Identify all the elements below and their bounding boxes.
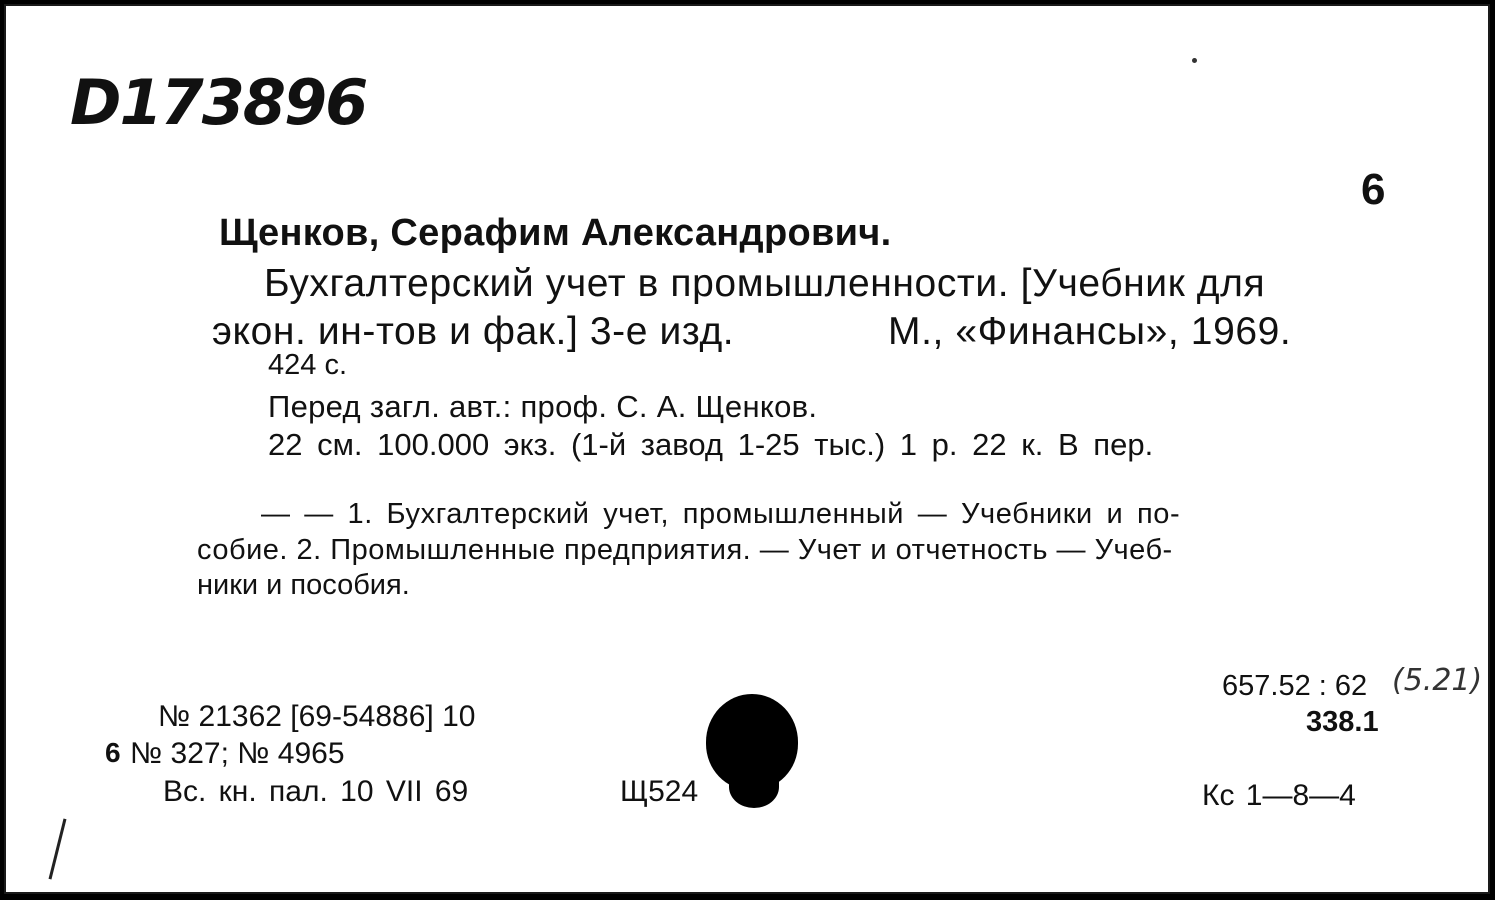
pencil-stroke xyxy=(49,819,67,880)
record-number: № 21362 [69-54886] 10 xyxy=(158,700,476,733)
book-chamber-stamp: Вс. кн. пал. 10 VII 69 xyxy=(163,775,469,808)
register-numbers: № 327; № 4965 xyxy=(130,737,345,770)
author-heading: Щенков, Серафим Александрович. xyxy=(219,212,892,254)
author-mark: Щ524 xyxy=(620,775,699,808)
title-line-1: Бухгалтерский учет в промышленности. [Учебник для xyxy=(264,262,1266,305)
title-line-2: экон. ин-тов и фак.] 3-е изд. xyxy=(212,310,735,353)
ink-dot xyxy=(1192,58,1197,63)
subject-line-3: ники и пособия. xyxy=(197,569,410,601)
catalog-card xyxy=(4,4,1490,894)
register-prefix: 6 xyxy=(105,737,121,768)
physical-description: 22 см. 100.000 экз. (1-й завод 1-25 тыс.) 1 р. 22 к. В пер. xyxy=(268,427,1154,462)
punch-hole-tail xyxy=(729,766,779,808)
subject-line-1: — — 1. Бухгалтерский учет, промышленный — Учебники и по- xyxy=(261,498,1181,530)
pages: 424 с. xyxy=(268,349,347,381)
handwritten-call-number: D173896 xyxy=(70,66,367,139)
author-note: Перед загл. авт.: проф. С. А. Щенков. xyxy=(268,389,818,424)
publisher-imprint: М., «Финансы», 1969. xyxy=(888,310,1292,353)
kc-code: Кс 1—8—4 xyxy=(1202,779,1356,812)
udc-code: 657.52 : 62 xyxy=(1222,670,1368,702)
card-number: 6 xyxy=(1361,165,1386,214)
handwritten-class-note: (5.21) xyxy=(1392,663,1483,698)
subject-line-2: собие. 2. Промышленные предприятия. — Учет и отчетность — Учеб- xyxy=(197,534,1173,566)
bbk-code: 338.1 xyxy=(1306,706,1379,738)
